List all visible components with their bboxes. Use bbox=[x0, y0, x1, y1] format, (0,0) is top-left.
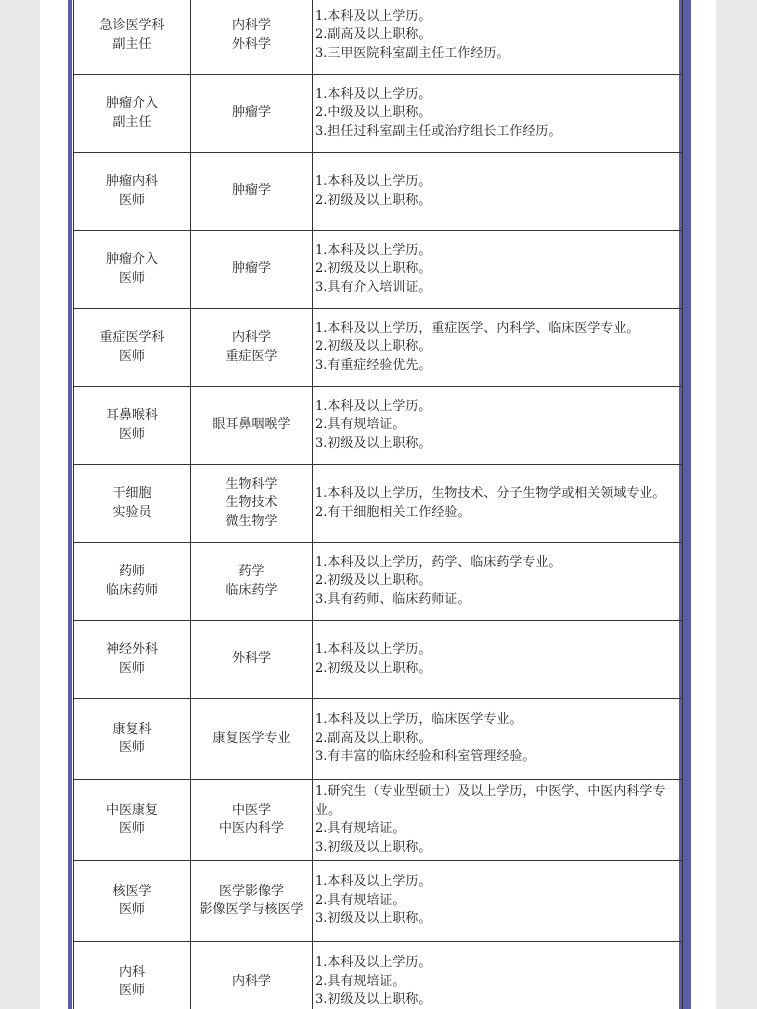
position-title: 副主任 bbox=[112, 36, 152, 52]
major-cell bbox=[191, 153, 313, 231]
major: 内科学 bbox=[231, 330, 271, 345]
table-row bbox=[74, 0, 683, 75]
table-row bbox=[74, 861, 683, 942]
position-title: 医师 bbox=[118, 740, 145, 755]
position-name: 药师 bbox=[118, 564, 145, 579]
position-title: 医师 bbox=[118, 821, 145, 836]
requirement: 2.初级及以上职称。 bbox=[315, 573, 432, 589]
requirements-cell bbox=[313, 309, 683, 387]
position-title: 副主任 bbox=[112, 114, 152, 130]
table-row bbox=[74, 231, 683, 309]
major-cell bbox=[191, 780, 313, 861]
requirements-cell bbox=[313, 621, 683, 699]
position-name: 核医学 bbox=[112, 883, 152, 899]
major: 药学 bbox=[238, 564, 265, 579]
major: 重症医学 bbox=[225, 348, 278, 364]
position-name: 耳鼻喉科 bbox=[105, 408, 158, 423]
position-title: 医师 bbox=[118, 983, 145, 998]
requirement: 2.初级及以上职称。 bbox=[315, 660, 432, 676]
position-name: 急诊医学科 bbox=[99, 18, 165, 33]
table-row bbox=[74, 543, 683, 621]
major-cell bbox=[191, 465, 313, 543]
major-cell bbox=[191, 231, 313, 309]
major: 内科学 bbox=[231, 973, 271, 989]
position-name: 干细胞 bbox=[112, 486, 152, 501]
requirements-cell bbox=[313, 153, 683, 231]
requirements-cell bbox=[313, 699, 683, 780]
table-row bbox=[74, 780, 683, 861]
requirement: 1.本科及以上学历。 bbox=[315, 874, 432, 890]
requirement: 1.本科及以上学历。 bbox=[315, 242, 432, 258]
position-cell bbox=[74, 621, 191, 699]
requirement: 1.本科及以上学历。 bbox=[315, 955, 432, 971]
requirement: 1.本科及以上学历，药学、临床药学专业。 bbox=[315, 554, 562, 570]
major-cell bbox=[191, 621, 313, 699]
major: 生物科学 bbox=[225, 476, 278, 492]
position-cell bbox=[74, 309, 191, 387]
major-cell bbox=[191, 387, 313, 465]
requirement: 1.本科及以上学历。 bbox=[315, 86, 432, 102]
position-cell bbox=[74, 0, 191, 75]
position-name: 肿瘤介入 bbox=[105, 252, 158, 267]
major: 医学影像学 bbox=[218, 883, 284, 899]
right-margin bbox=[716, 0, 757, 1009]
major: 中医内科学 bbox=[218, 821, 284, 836]
major: 肿瘤学 bbox=[231, 105, 271, 121]
requirement: 1.本科及以上学历。 bbox=[315, 398, 432, 414]
requirements-cell bbox=[313, 780, 683, 861]
requirement: 1.本科及以上学历，重症医学、内科学、临床医学专业。 bbox=[315, 320, 640, 336]
table-row bbox=[74, 309, 683, 387]
major: 生物技术 bbox=[225, 495, 278, 511]
major: 外科学 bbox=[231, 36, 271, 52]
major-cell bbox=[191, 0, 313, 75]
major: 外科学 bbox=[231, 651, 271, 667]
major: 临床药学 bbox=[225, 582, 278, 598]
major-cell bbox=[191, 309, 313, 387]
position-title: 医师 bbox=[118, 660, 145, 676]
requirement: 3.初级及以上职称。 bbox=[315, 992, 432, 1008]
requirement: 1.研究生（专业型硕士）及以上学历，中医学、中医内科学专业。 bbox=[315, 784, 666, 818]
position-name: 中医康复 bbox=[105, 802, 158, 818]
requirements-cell bbox=[313, 861, 683, 942]
position-title: 医师 bbox=[118, 426, 145, 442]
requirement: 2.具有规培证。 bbox=[315, 821, 406, 836]
table-row bbox=[74, 465, 683, 543]
major: 眼耳鼻咽喉学 bbox=[212, 417, 291, 433]
requirement: 1.本科及以上学历。 bbox=[315, 8, 432, 24]
major: 影像医学与核医学 bbox=[199, 902, 304, 917]
requirements-cell bbox=[313, 231, 683, 309]
position-cell bbox=[74, 861, 191, 942]
table-row bbox=[74, 387, 683, 465]
requirement: 3.具有药师、临床药师证。 bbox=[315, 591, 471, 607]
major: 中医学 bbox=[231, 802, 271, 818]
position-name: 康复科 bbox=[112, 721, 152, 737]
left-frame-bar bbox=[68, 0, 72, 1009]
position-name: 神经外科 bbox=[105, 642, 158, 657]
major-cell bbox=[191, 942, 313, 1009]
position-name: 重症医学科 bbox=[99, 330, 165, 345]
requirements-cell bbox=[313, 0, 683, 75]
position-cell bbox=[74, 942, 191, 1009]
requirement: 2.中级及以上职称。 bbox=[315, 105, 432, 121]
requirement: 2.初级及以上职称。 bbox=[315, 339, 432, 355]
position-title: 医师 bbox=[118, 270, 145, 286]
requirement: 2.初级及以上职称。 bbox=[315, 261, 432, 277]
requirement: 3.初级及以上职称。 bbox=[315, 839, 432, 855]
position-cell bbox=[74, 465, 191, 543]
position-title: 实验员 bbox=[112, 504, 152, 520]
requirement: 3.具有介入培训证。 bbox=[315, 279, 432, 295]
major: 微生物学 bbox=[225, 513, 278, 529]
requirements-cell bbox=[313, 942, 683, 1009]
requirement: 3.初级及以上职称。 bbox=[315, 435, 432, 451]
major: 内科学 bbox=[231, 18, 271, 33]
requirement: 1.本科及以上学历，临床医学专业。 bbox=[315, 712, 523, 728]
position-cell bbox=[74, 543, 191, 621]
position-cell bbox=[74, 75, 191, 153]
requirement: 3.有丰富的临床经验和科室管理经验。 bbox=[315, 749, 536, 765]
major-cell bbox=[191, 699, 313, 780]
requirement: 3.担任过科室副主任或治疗组长工作经历。 bbox=[315, 123, 562, 139]
position-name: 内科 bbox=[118, 964, 145, 980]
position-title: 医师 bbox=[118, 192, 145, 208]
major-cell bbox=[191, 861, 313, 942]
position-cell bbox=[74, 153, 191, 231]
requirement: 2.副高及以上职称。 bbox=[315, 27, 432, 43]
requirement: 2.副高及以上职称。 bbox=[315, 730, 432, 746]
requirement: 1.本科及以上学历。 bbox=[315, 174, 432, 189]
requirement: 1.本科及以上学历。 bbox=[315, 642, 432, 657]
position-title: 医师 bbox=[118, 348, 145, 364]
left-margin bbox=[0, 0, 40, 1009]
requirement: 3.初级及以上职称。 bbox=[315, 911, 432, 927]
requirement: 2.有干细胞相关工作经验。 bbox=[315, 504, 471, 520]
requirement: 2.具有规培证。 bbox=[315, 892, 406, 908]
requirement: 1.本科及以上学历，生物技术、分子生物学或相关领域专业。 bbox=[315, 486, 666, 501]
position-title: 医师 bbox=[118, 902, 145, 917]
requirements-cell bbox=[313, 75, 683, 153]
requirement: 2.初级及以上职称。 bbox=[315, 192, 432, 208]
requirements-cell bbox=[313, 543, 683, 621]
table-row bbox=[74, 942, 683, 1009]
position-cell bbox=[74, 231, 191, 309]
recruitment-table bbox=[73, 0, 683, 1009]
position-cell bbox=[74, 387, 191, 465]
major: 肿瘤学 bbox=[231, 261, 271, 277]
major: 康复医学专业 bbox=[212, 730, 291, 746]
position-cell bbox=[74, 780, 191, 861]
major-cell bbox=[191, 543, 313, 621]
table-row bbox=[74, 621, 683, 699]
position-name: 肿瘤内科 bbox=[105, 174, 158, 189]
table-row bbox=[74, 153, 683, 231]
table-row bbox=[74, 75, 683, 153]
requirement: 2.具有规培证。 bbox=[315, 417, 406, 433]
requirement: 3.三甲医院科室副主任工作经历。 bbox=[315, 45, 510, 61]
position-title: 临床药师 bbox=[105, 582, 158, 598]
position-cell bbox=[74, 699, 191, 780]
major-cell bbox=[191, 75, 313, 153]
major: 肿瘤学 bbox=[231, 183, 271, 199]
requirements-cell bbox=[313, 387, 683, 465]
requirement: 3.有重症经验优先。 bbox=[315, 357, 432, 373]
table-row bbox=[74, 699, 683, 780]
requirements-cell bbox=[313, 465, 683, 543]
position-name: 肿瘤介入 bbox=[105, 96, 158, 111]
requirement: 2.具有规培证。 bbox=[315, 973, 406, 989]
